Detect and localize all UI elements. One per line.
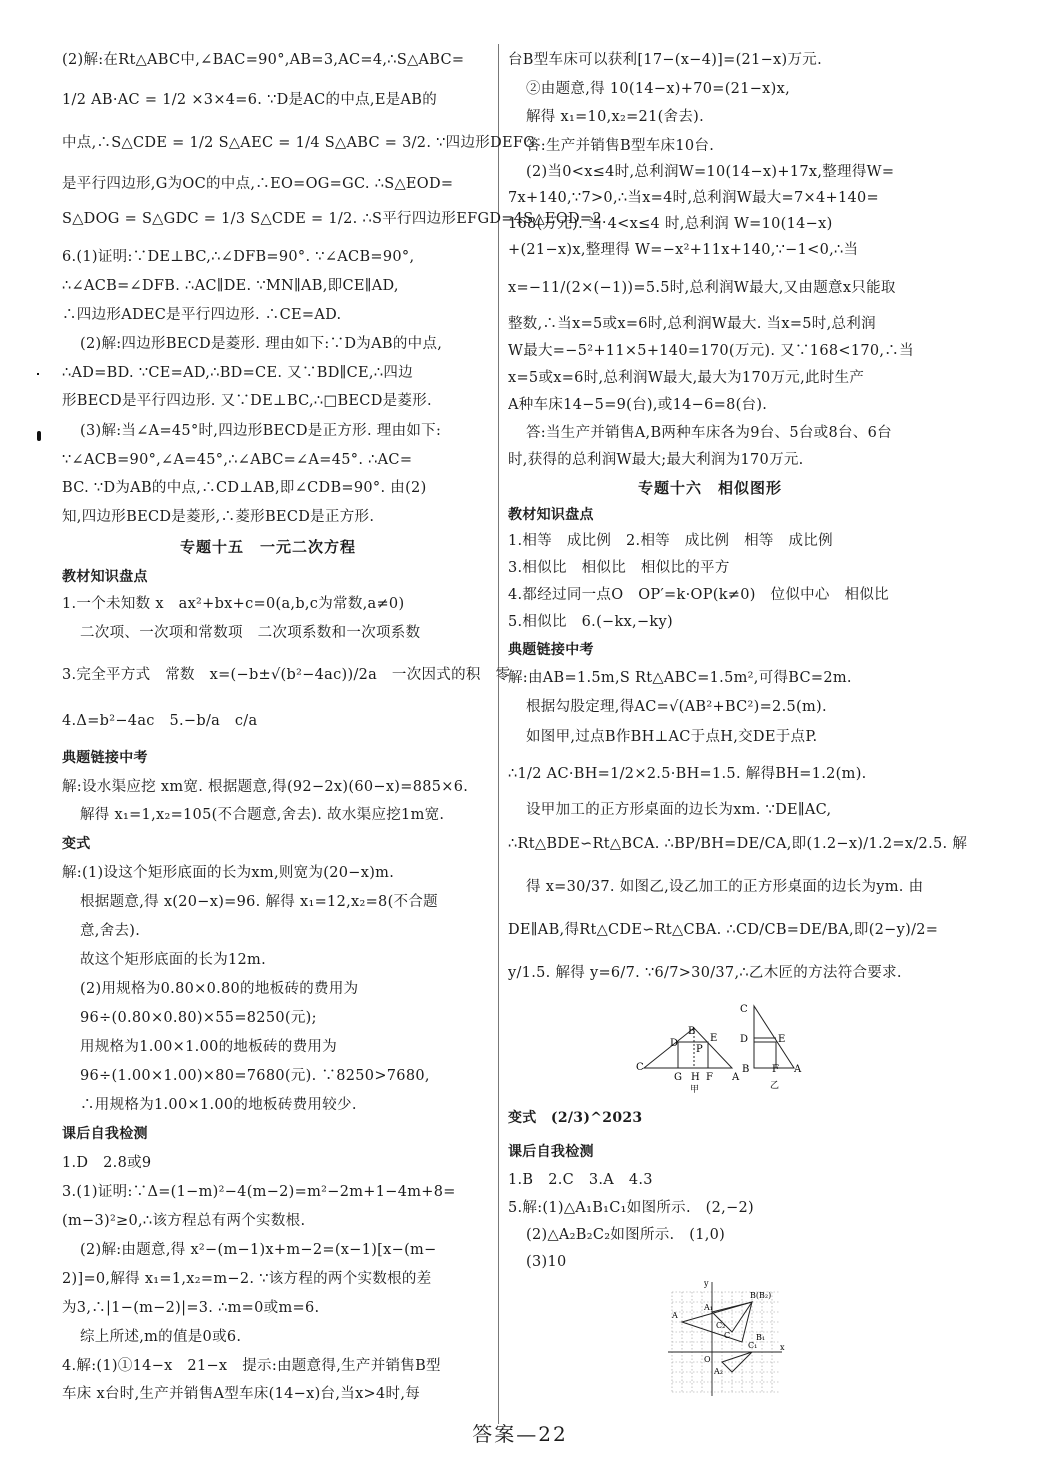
text-line: (2)△A₂B₂C₂如图所示. (1,0): [526, 1227, 726, 1243]
grid-lines: [672, 1292, 780, 1392]
point-label: B: [688, 1026, 696, 1037]
text-line: 得 x=30/37. 如图乙,设乙加工的正方形桌面的边长为ym. 由: [526, 879, 924, 895]
point-label: B: [742, 1064, 750, 1075]
text-line: ∴Rt△BDE∽Rt△BCA. ∴BP/BH=DE/CA,即(1.2−x)/1.2=x/2.5. 解: [508, 836, 968, 852]
point-label: D: [740, 1034, 749, 1045]
text-line: 1.一个未知数 x ax²+bx+c=0(a,b,c为常数,a≠0): [62, 596, 405, 612]
text-line: (2)解:由题意,得 x²−(m−1)x+m−2=(x−1)[x−(m−: [80, 1242, 437, 1258]
text-line: x=−11/(2×(−1))=5.5时,总利润W最大,又由题意x只能取: [508, 280, 896, 296]
text-line: DE∥AB,得Rt△CDE∽Rt△CBA. ∴CD/CB=DE/BA,即(2−y)/2=: [508, 922, 939, 938]
page-footer: 答案—22: [472, 1422, 568, 1446]
margin-mark: [37, 431, 41, 441]
text-line: W最大=−5²+11×5+140=170(万元). 又∵168<170,∴当: [508, 343, 914, 359]
text-line: +(21−x)x,整理得 W=−x²+11x+140,∵−1<0,∴当: [508, 242, 859, 258]
section-title: 专题十五 一元二次方程: [180, 538, 357, 556]
text-line: (3)10: [526, 1254, 567, 1270]
text-line: ∴1/2 AC·BH=1/2×2.5·BH=1.5. 解得BH=1.2(m).: [508, 766, 867, 782]
coordinate-grid-figure: [664, 1278, 788, 1396]
text-line: 1.D 2.8或9: [62, 1155, 152, 1171]
point-label: B(B₂): [750, 1291, 772, 1300]
text-line: 是平行四边形,G为OC的中点,∴EO=OG=GC. ∴S△EOD=: [62, 176, 454, 192]
origin-label: O: [704, 1355, 711, 1364]
text-line: 3.相似比 相似比 相似比的平方: [508, 560, 730, 576]
text-line: 根据勾股定理,得AC=√(AB²+BC²)=2.5(m).: [526, 699, 827, 715]
text-line: 用规格为1.00×1.00的地板砖的费用为: [80, 1039, 338, 1055]
text-line: (m−3)²≥0,∴该方程总有两个实数根.: [62, 1213, 306, 1229]
text-line: 1/2 AB·AC = 1/2 ×3×4=6. ∵D是AC的中点,E是AB的: [62, 92, 438, 108]
text-line: 综上所述,m的值是0或6.: [80, 1329, 242, 1345]
text-line: 为3,∴|1−(m−2)|=3. ∴m=0或m=6.: [62, 1300, 320, 1316]
text-line: 3.(1)证明:∵Δ=(1−m)²−4(m−2)=m²−2m+1−4m+8=: [62, 1184, 456, 1200]
text-line: ∴∠ACB=∠DFB. ∴AC∥DE. ∵MN∥AB,即CE∥AD,: [62, 278, 399, 294]
text-line: 96÷(0.80×0.80)×55=8250(元);: [80, 1010, 317, 1026]
text-line: A种车床14−5=9(台),或14−6=8(台).: [508, 397, 768, 413]
point-label: C: [740, 1004, 748, 1015]
axis-label: y: [704, 1279, 709, 1288]
text-line: ∴用规格为1.00×1.00的地板砖费用较少.: [80, 1097, 357, 1113]
text-line: ②由题意,得 10(14−x)+70=(21−x)x,: [526, 81, 790, 97]
figure-caption: 乙: [770, 1081, 780, 1091]
point-label: D: [670, 1038, 679, 1049]
figure-jia: [636, 1024, 749, 1096]
triangle-a2b2c2: [722, 1352, 752, 1372]
point-label: C₂: [716, 1321, 726, 1330]
point-label: A₂: [714, 1367, 723, 1376]
text-line: 96÷(1.00×1.00)×80=7680(元). ∵8250>7680,: [80, 1068, 430, 1084]
axis-label: x: [780, 1343, 785, 1352]
subsection-heading: 教材知识盘点: [62, 569, 148, 585]
text-line: 二次项、一次项和常数项 二次项系数和一次项系数: [80, 625, 421, 641]
subsection-heading: 典题链接中考: [62, 750, 148, 766]
figure-yi: [736, 1000, 806, 1094]
text-line: 如图甲,过点B作BH⊥AC于点H,交DE于点P.: [526, 729, 818, 745]
text-line: BC. ∵D为AB的中点,∴CD⊥AB,即∠CDB=90°. 由(2): [62, 480, 427, 496]
text-line: 解:(1)设这个矩形底面的长为xm,则宽为(20−x)m.: [62, 865, 395, 881]
text-line: 解得 x₁=10,x₂=21(舍去).: [526, 109, 705, 125]
point-label: C₁: [748, 1341, 758, 1350]
point-label: G: [674, 1072, 682, 1083]
text-line: 6.(1)证明:∵DE⊥BC,∴∠DFB=90°. ∵∠ACB=90°,: [62, 249, 415, 265]
margin-dot: [37, 373, 39, 375]
text-line: (2)解:在Rt△ABC中,∠BAC=90°,AB=3,AC=4,∴S△ABC=: [62, 52, 465, 68]
text-line: 答:当生产并销售A,B两种车床各为9台、5台或8台、6台: [526, 425, 892, 441]
triangle-cba: [754, 1006, 794, 1068]
subsection-heading: 教材知识盘点: [508, 507, 594, 523]
column-divider: [498, 44, 499, 1424]
square-defg: [678, 1042, 708, 1068]
text-line: ∴四边形ADEC是平行四边形. ∴CE=AD.: [62, 307, 342, 323]
subsection-heading: 课后自我检测: [62, 1126, 148, 1142]
point-label: E: [778, 1034, 786, 1045]
subsection-heading: 典题链接中考: [508, 642, 594, 658]
point-label: A: [672, 1311, 678, 1320]
text-line: 2)]=0,解得 x₁=1,x₂=m−2. ∵该方程的两个实数根的差: [62, 1271, 432, 1287]
point-label: F: [772, 1064, 779, 1075]
text-line: ∴AD=BD. ∵CE=AD,∴BD=CE. 又∵BD∥CE,∴四边: [62, 365, 413, 381]
text-line: (2)用规格为0.80×0.80的地板砖的费用为: [80, 981, 359, 997]
point-label: B₁: [756, 1333, 766, 1342]
text-line: ∵∠ACB=90°,∠A=45°,∴∠ABC=∠A=45°. ∴AC=: [62, 452, 413, 468]
text-line: 意,舍去).: [80, 923, 141, 939]
text-line: 形BECD是平行四边形. 又∵DE⊥BC,∴□BECD是菱形.: [62, 393, 432, 409]
text-line: (3)解:当∠A=45°时,四边形BECD是正方形. 理由如下:: [80, 423, 442, 439]
point-label: C: [636, 1062, 644, 1073]
subsection-heading: 课后自我检测: [508, 1144, 594, 1160]
text-line: 4.Δ=b²−4ac 5.−b/a c/a: [62, 713, 258, 729]
text-line: 解:由AB=1.5m,S Rt△ABC=1.5m²,可得BC=2m.: [508, 670, 852, 686]
text-line: 168(万元). 当 4<x≤4 时,总利润 W=10(14−x): [508, 216, 833, 232]
text-line: 故这个矩形底面的长为12m.: [80, 952, 267, 968]
text-line: 3.完全平方式 常数 x=(−b±√(b²−4ac))/2a 一次因式的积 零: [62, 667, 511, 683]
point-label: F: [706, 1072, 713, 1083]
point-label: P: [696, 1044, 703, 1055]
text-line: x=5或x=6时,总利润W最大,最大为170万元,此时生产: [508, 370, 865, 386]
variant-answer: 变式 (2/3)^2023: [508, 1110, 643, 1126]
point-label: E: [710, 1033, 718, 1044]
text-line: 5.相似比 6.(−kx,−ky): [508, 614, 673, 630]
text-line: 1.相等 成比例 2.相等 成比例 相等 成比例: [508, 533, 833, 549]
text-line: 解:设水渠应挖 xm宽. 根据题意,得(92−2x)(60−x)=885×6.: [62, 779, 469, 795]
point-label: A: [794, 1064, 802, 1075]
figure-caption: 甲: [690, 1085, 700, 1095]
text-line: 时,获得的总利润W最大;最大利润为170万元.: [508, 452, 804, 468]
text-line: 知,四边形BECD是菱形,∴菱形BECD是正方形.: [62, 509, 375, 525]
text-line: S△DOG = S△GDC = 1/3 S△CDE = 1/2. ∴S平行四边形EFGD=4S△EOD=2.: [62, 211, 607, 227]
point-label: C: [724, 1331, 731, 1340]
text-line: 根据题意,得 x(20−x)=96. 解得 x₁=12,x₂=8(不合题: [80, 894, 438, 910]
text-line: 台B型车床可以获利[17−(x−4)]=(21−x)万元.: [508, 52, 822, 68]
text-line: 1.B 2.C 3.A 4.3: [508, 1172, 653, 1188]
text-line: 5.解:(1)△A₁B₁C₁如图所示. (2,−2): [508, 1200, 755, 1216]
text-line: 答:生产并销售B型车床10台.: [526, 138, 715, 154]
text-line: 中点,∴S△CDE = 1/2 S△AEC = 1/4 S△ABC = 3/2. ∵四边形DEFG: [62, 135, 536, 151]
text-line: (2)解:四边形BECD是菱形. 理由如下:∵D为AB的中点,: [80, 336, 443, 352]
text-line: 车床 x台时,生产并销售A型车床(14−x)台,当x>4时,每: [62, 1386, 421, 1402]
text-line: 整数,∴当x=5或x=6时,总利润W最大. 当x=5时,总利润: [508, 316, 876, 332]
point-label: A: [732, 1072, 740, 1083]
text-line: (2)当0<x≤4时,总利润W=10(14−x)+17x,整理得W=: [526, 164, 895, 180]
text-line: 7x+140,∵7>0,∴当x=4时,总利润W最大=7×4+140=: [508, 190, 879, 206]
text-line: y/1.5. 解得 y=6/7. ∵6/7>30/37,∴乙木匠的方法符合要求.: [508, 965, 902, 981]
text-line: 4.都经过同一点O OP′=k·OP(k≠0) 位似中心 相似比: [508, 587, 889, 603]
subsection-heading: 变式: [62, 836, 91, 852]
text-line: 设甲加工的正方形桌面的边长为xm. ∵DE∥AC,: [526, 802, 832, 818]
point-label: A₁: [704, 1303, 713, 1312]
point-label: H: [691, 1072, 700, 1083]
text-line: 4.解:(1)①14−x 21−x 提示:由题意得,生产并销售B型: [62, 1358, 441, 1374]
section-title: 专题十六 相似图形: [638, 479, 783, 497]
text-line: 解得 x₁=1,x₂=105(不合题意,舍去). 故水渠应挖1m宽.: [80, 807, 445, 823]
